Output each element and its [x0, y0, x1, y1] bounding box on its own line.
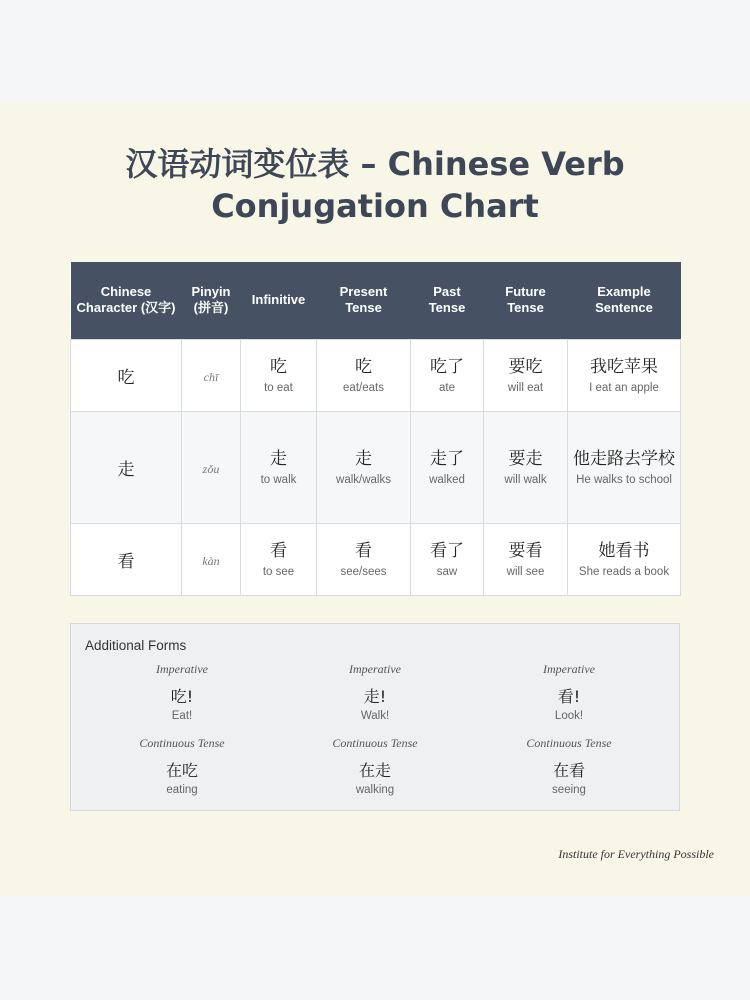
example-zh: 他走路去学校 [573, 448, 675, 469]
imperative-label: Imperative [349, 662, 401, 676]
cell-example [568, 339, 681, 411]
infinitive-en: to eat [264, 381, 293, 394]
header-infinitive: Infinitive [241, 262, 317, 339]
poster [0, 103, 750, 896]
imperative-word: 吃! [170, 687, 194, 706]
header-pinyin: Pinyin (拼音) [182, 262, 241, 339]
cell-present [317, 339, 411, 411]
example-en: I eat an apple [589, 381, 659, 394]
imperative-meaning: Look! [554, 710, 584, 722]
past-en: ate [439, 381, 455, 394]
table-header-row [71, 262, 681, 339]
past-zh: 走了 [430, 448, 464, 469]
example-en: He walks to school [576, 473, 672, 486]
past-zh: 看了 [430, 540, 464, 561]
past-en: walked [429, 473, 465, 486]
continuous-word: 在吃 [165, 761, 198, 780]
continuous-meaning: eating [166, 784, 198, 796]
infinitive-zh: 走 [270, 448, 287, 469]
continuous-label: Continuous Tense [526, 736, 612, 750]
cell-pinyin [182, 411, 241, 523]
table-row [71, 339, 681, 411]
imperative-label: Imperative [156, 662, 208, 676]
past-zh: 吃了 [430, 356, 464, 377]
infinitive-zh: 看 [270, 540, 287, 561]
past-en: saw [436, 565, 458, 578]
continuous-meaning: walking [355, 784, 395, 796]
future-zh: 要走 [508, 448, 543, 469]
present-en: eat/eats [343, 381, 384, 394]
cell-example [568, 523, 681, 595]
cell-infinitive [241, 339, 317, 411]
continuous-meaning: seeing [552, 784, 586, 796]
present-en: walk/walks [336, 473, 391, 486]
page-title: 汉语动词变位表 – Chinese Verb Conjugation Chart [125, 145, 625, 225]
table-row [71, 523, 681, 595]
imperative-group [82, 662, 282, 724]
continuous-label: Continuous Tense [139, 736, 225, 750]
continuous-group [469, 736, 669, 798]
character: 走 [117, 459, 135, 480]
future-en: will eat [507, 381, 544, 394]
cell-pinyin [182, 523, 241, 595]
cell-past [411, 339, 484, 411]
header-example: Example Sentence [568, 262, 681, 339]
continuous-label: Continuous Tense [332, 736, 418, 750]
pinyin: zǒu [202, 461, 220, 476]
imperative-group [469, 662, 669, 724]
pinyin: chī [203, 369, 219, 384]
future-en: will see [506, 565, 545, 578]
imperative-word: 看! [557, 687, 581, 706]
cell-infinitive [241, 523, 317, 595]
imperative-label: Imperative [543, 662, 595, 676]
cell-present [317, 523, 411, 595]
header-present: Present Tense [317, 262, 411, 339]
character: 看 [117, 551, 135, 572]
conjugation-table-container [70, 262, 680, 596]
additional-forms-title: Additional Forms [85, 638, 187, 653]
future-zh: 要吃 [508, 356, 543, 377]
cell-character [71, 523, 182, 595]
imperative-word: 走! [363, 687, 387, 706]
infinitive-zh: 吃 [270, 356, 287, 377]
character: 吃 [117, 367, 135, 388]
infinitive-en: to walk [260, 473, 297, 486]
cell-future [484, 411, 568, 523]
cell-past [411, 523, 484, 595]
present-zh: 看 [355, 540, 372, 561]
continuous-group [82, 736, 282, 798]
pinyin: kàn [202, 553, 220, 568]
cell-pinyin [182, 339, 241, 411]
cell-infinitive [241, 411, 317, 523]
cell-example [568, 411, 681, 523]
header-past: Past Tense [411, 262, 484, 339]
example-zh: 我吃苹果 [590, 356, 658, 377]
credit-text: Institute for Everything Possible [558, 847, 714, 861]
header-future: Future Tense [484, 262, 568, 339]
imperative-meaning: Walk! [360, 710, 390, 722]
additional-forms-panel [70, 623, 680, 811]
continuous-word: 在看 [552, 761, 585, 780]
conjugation-table [70, 262, 681, 596]
future-zh: 要看 [508, 540, 543, 561]
continuous-word: 在走 [358, 761, 391, 780]
imperative-meaning: Eat! [171, 710, 193, 722]
cell-character [71, 411, 182, 523]
example-zh: 她看书 [598, 540, 650, 561]
infinitive-en: to see [262, 565, 295, 578]
cell-past [411, 411, 484, 523]
cell-present [317, 411, 411, 523]
continuous-group [275, 736, 475, 798]
future-en: will walk [504, 473, 547, 486]
cell-character [71, 339, 182, 411]
present-zh: 走 [355, 448, 372, 469]
cell-future [484, 523, 568, 595]
example-en: She reads a book [578, 565, 670, 578]
present-en: see/sees [340, 565, 387, 578]
cell-future [484, 339, 568, 411]
header-character: Chinese Character (汉字) [71, 262, 182, 339]
imperative-group [275, 662, 475, 724]
present-zh: 吃 [355, 356, 372, 377]
table-row [71, 411, 681, 523]
